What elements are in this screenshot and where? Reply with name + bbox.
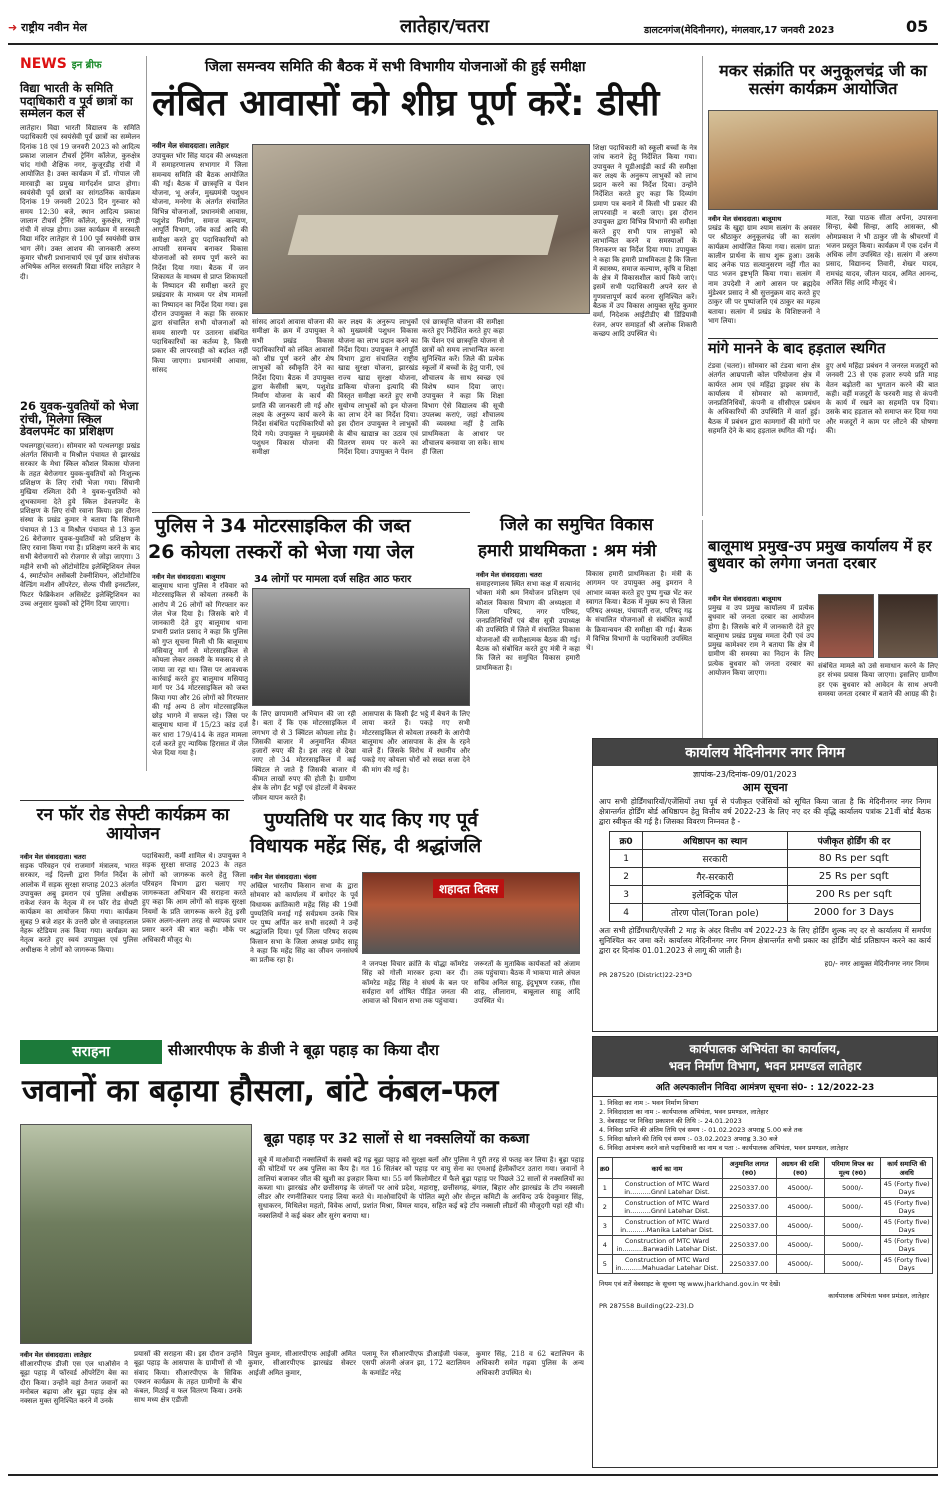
news-brief-label [20,56,140,78]
police-col-2: के लिए छापामारी अभियान की जा रही है। बता दें कि एक मोटरसाइकिल में लगभग दो से 3 क्विंटल कोयला लोड है। जिसकी बाजार में अनुमानित कीमत हजारों रुपए की है। इस तरह से देखा जाए तो 34 मोटरसाइकिल में कई क्विंटल ले जाते हैं जिसकी बाजार में कीमत लाखों रुपए की होती है। ग्रामीण क्षेत्र के लोग ईंट भट्ठों एवं होटलों में बेचकर जीवन यापन करते हैं। [252,710,356,802]
tender-meta: 6. निविदा आमंत्रण करने वाले पदाधिकारी का नाम व पता :- कार्यपालक अभियंता, भवन प्रमण्डल, लातेहार [599,1144,848,1152]
brief-body-2: पथलगड्डा(चतरा)। सोमवार को पत्थलगड्डा प्रखंड अंतर्गत सिंघानी व मिश्रौल पंचायत से झारखंड सरकार के मेधा स्किल कौशल विकास योजना के तहत बेरोजगार युवक-युवतियों को निःशुल्क प्रशिक्षण के लिए रांची भेजा गया। सिंघानी मुखिया रश्मिता देवी ने युवक-युवतियों को शुभकामना देते हुये स्किल डेवलपमेंट के प्रशिक्षण के लिए रांची रवाना किया। इस दौरान संस्था के प्रखंड कुमार ने बताया कि सिंघानी पंचायत से 13 व मिश्रौल पंचायत से 13 कुल 26 बेरोजगार युवक-युवतियों को प्रशिक्षण के लिए रवाना किया गया है। प्रशिक्षण करने के बाद सभी बेरोजगारों को रोजगार से जोड़ा जाएगा। 3 महीने सभी को ऑटोमोटिव इलेक्ट्रिशियन लेवल 4, स्मार्टफोन असेंबली टेक्नीशियन, ऑटोमोटिव वेल्डिंग मशीन ऑपरेटर, सेल्फ पीसी इनस्टॉलर, फिटर फेब्रिकेशन असिस्टेंट इलेक्ट्रिशियन का उच्च अनुसार युवकों को ट्रेनिंग दिया जाएगा। [20,441,140,608]
table-cell: 5000/- [824,1179,881,1198]
brief-label: इन ब्रीफ [71,60,102,71]
table-cell: 3 [610,886,643,904]
table-cell: 2250337.00 [722,1217,776,1236]
hoarding-rate-table [609,831,921,922]
dateline: डालटनगंज(मेदिनीनगर), मंगलवार,17 जनवरी 2023 [644,25,835,36]
news-label: NEWS [20,56,67,72]
table-header: परिमाण विपत्र का मूल्य (रु0) [824,1158,881,1179]
news-brief-column [20,56,140,771]
crpf-dateline: नवीन मेल संवाददाता। लातेहार [20,1351,92,1359]
lead-col-4: एवं छात्रवृत्ति योजना की समीक्षा करते हुए निर्देशित करते हुए कहा कि पेंशन एवं छात्रवृत्ति योजना से छात्रों को समय लाभान्वित करना सुनिश्चित करें। जिले की प्रत्येक स्कूलों में बच्चों के हेतु पानी, एवं शौचालय के साथ स्वच्छ एवं विशेष ध्यान दिया जाए। उपायुक्त ने कहा कि शिक्षा विभाग ऐसे विद्यालय की सूची उपलब्ध कराएं, जहां शौचालय की व्यवस्था नहीं है ताकि प्राथमिकता के आधार पर शौचालय बनवाया जा सके। साथ ही जिला [422,318,504,457]
bottom-rule [8,1474,938,1476]
anniv-headline-2: विधायक महेंद्र सिंह, दी श्रद्धांजलि [250,835,482,857]
brief-headline-1: विद्या भारती के समिति पदाधिकारी व पूर्व छात्रों का सम्मेलन कल से [20,81,133,121]
crpf-headline: जवानों का बढ़ाया हौसला, बांटे कंबल-फल [22,1073,499,1109]
tender-meta: 3. वेबसाइट पर निविदा प्रकाशन की तिथि :- 24.01.2023 [599,1117,742,1125]
crpf-col-5: कुमार सिंह, 218 व 62 बटालियन के अधिकारी समेत गढ़वा पुलिस के अन्य अधिकारी उपस्थित थे। [476,1350,584,1377]
tender-footer: नियम एवं शर्तें वेबसाइट के सूचना पट्ट www.jharkhand.gov.in पर देखें। [599,1280,781,1288]
tender-meta: 2. निविदादाता का नाम :- कार्यपालक अभियंता, भवन प्रमण्डल, लातेहार [599,1108,769,1116]
anniv-banner: शहादत दिवस [433,879,504,898]
notice-pr-number: PR 287520 (District)22-23*D [599,971,692,979]
table-cell: 45 (Forty five) Days [881,1198,933,1217]
strike-col-2: हुए अर्थ महिंद्रा प्रबंधन ने जनरल मजदूरों को जनवरी 23 से एक हजार रुपये प्रति माह वेतन बढ़ोतरी का भुगतान करने की बात कही। वहीं मजदूरों के फरवरी माह से कंपनी के कार्य में रखने का सहमति पत्र दिया। उसके बाद हड़ताल को समाप्त कर दिया गया और मजदूरों ने काम पर लौटने की घोषणा की। [826,362,938,436]
minister-col-1: समाहरणालय स्थित सभा कक्ष में सत्यानंद भोक्ता मंत्री श्रम नियोजन प्रशिक्षण एवं कौशल विकास विभाग की अध्यक्षता में जिला परिषद, नगर परिषद, जनप्रतिनिधियों एवं बीस सूत्री उपाध्यक्ष की उपस्थिति में जिले में संचालित विकास योजनाओं की समीक्षात्मक बैठक की गई। बैठक को संबोधित करते हुए मंत्री ने कहा कि जिले का समुचित विकास हमारी प्राथमिकता है। [476,580,580,672]
tender-office-line-2: भवन निर्माण विभाग, भवन प्रमण्डल लातेहार [668,1059,862,1073]
table-cell: 4 [598,1236,613,1255]
lead-col-3: कर लक्ष्य के अनुरूप लाभुकों को मुख्यमंत्री पशुधन विकास योजना का लाभ प्रदान करने का निर्देश दिया। उपायुक्त ने आपूर्ति विभाग द्वारा संचालित राष्ट्रीय खाद्य सुरक्षा योजना, झारखंड राज्य खाद्य सुरक्षा योजना, डाकिया योजना इत्यादि की विस्तृत समीक्षा करते हुए सभी सुयोग्य लाभुकों को इन योजना का लाभ देने का निर्देश दिया। इस दौरान उपायुक्त ने लाभुकों के बीच खाद्यान्न का उठाव एवं वितरण समय पर करने का निर्देश दिया। उपायुक्त ने पेंशन [338,318,418,457]
page-number: 05 [906,17,929,36]
tender-meta: 4. निविदा प्राप्ति की अंतिम तिथि एवं समय :- 01.02.2023 अपराह्न 5.00 बजे तक [599,1126,803,1134]
anniv-col-3: जरूरतों के मुताबिक कार्यकर्ता को अंजाम तक पहुंचाया। बैठक में भाकपा माले अंचल सचिव अनिल साहू, इंदुभूषण रजक, ग़ौस शाह, लीलाराम, बाबूलाल साहू आदि उपस्थित थे। [474,960,580,1006]
notice-ref: ज्ञापांक-23/दिनांक-09/01/2023 [693,770,797,779]
lead-photo [252,144,590,314]
police-headline-1: पुलिस ने 34 मोटरसाइकिल की जब्त [155,515,411,537]
notice-signature: ह0/- नगर आयुक्त मेदिनीनगर नगर निगम [824,960,929,968]
notice-office-title: कार्यालय मेदिनीनगर नगर निगम [593,739,937,766]
tender-meta: 1. निविदा का नाम :- भवन निर्माण विभाग [599,1099,699,1107]
section-rule [20,800,244,801]
lead-dateline: नवीन मेल संवाददाता। लातेहार [152,142,229,150]
crpf-col-3: विपुल कुमार, सीआरपीएफ आईजी अमित कुमार, सीआरपीएफ झारखंड सेक्टर आईजी अमित कुमार, [248,1350,356,1377]
table-cell: 2250337.00 [722,1236,776,1255]
table-cell: 45000/- [776,1198,824,1217]
table-row [610,886,921,904]
notice-footer: अतः सभी होर्डिंगधारी/एजेंसी 2 माह के अंदर वित्तीय वर्ष 2022-23 के लिए होर्डिंग शुल्क नए दर से कार्यालय में समर्पण सुनिश्चित कर जमा करें। कार्यालय मेदिनीनगर नगर निगम क्षेत्रान्तर्गत सभी प्रकार का होर्डिंग बोर्ड प्रतिष्ठापन करने का कार्य द्वारा दर दिनांक 01.01.2023 से लागू की जाती है। [599,926,931,955]
police-photo [252,588,470,706]
table-row [598,1217,933,1236]
balumath-dateline: नवीन मेल संवाददाता। बालूमाथ [708,595,782,603]
strike-headline: मांगे मानने के बाद हड़ताल स्थगित [708,341,886,357]
table-cell: 5 [598,1255,613,1274]
lead-headline: लंबित आवासों को शीघ्र पूर्ण करें: डीसी [152,83,660,124]
table-header: क्र0 [598,1158,613,1179]
masthead-rule [8,43,938,45]
tender-table [597,1157,933,1274]
table-header: क्र0 [610,832,643,850]
tender-meta: 5. निविदा खोलने की तिथि एवं समय :- 03.02.2023 अपराह्न 3.30 बजे [599,1135,778,1143]
crpf-subhead: बूढ़ा पहाड़ पर 32 सालों से था नक्सलियों का कब्जा [264,1131,530,1147]
anniv-col-2: ने जनपक्ष विचार क्रांति के योद्धा कॉमरेड सिंह को गोली मारकर हत्या कर दी। कॉमरेड महेंद्र सिंह ने संघर्ष के बल पर सर्वहारा वर्ग शोषित पीड़ित जनता की आवाज को विधान सभा तक पहुंचाया। [362,960,468,1006]
table-cell: 2000 for 3 Days [787,904,920,922]
police-col-1: बालूमाथ थाना पुलिस ने रविवार को मोटरसाइकिल से कोयला तस्करी के आरोप में 26 लोगों को गिरफ्तार कर जेल भेज दिया है। जिसके बारे में जानकारी देते हुए बालूमाथ थाना प्रभारी प्रशांत प्रसाद ने कहा कि पुलिस को गुप्त सूचना मिली थी कि बालूमाथ मसियातू मार्ग से मोटरसाइकिल से कोयला लेकर तस्करी के मकसद से ले जाया जा रहा था। जिस पर आवश्यक कार्रवाई करते हुए बालूमाथ मसियातू मार्ग पर 34 मोटरसाइकिल को जब्त किया गया और 26 लोगों को गिरफ्तार की गई अन्य 8 लोग मोटरसाइकिल छोड़ भागने में सफल रहे। जिस पर बालूमाथ थाना में 15/23 कांड दर्ज कर धारा 179/414 के तहत मामला दर्ज करते हुए न्यायिक हिरासत में जेल भेज दिया गया है। [152,582,248,758]
tender-notice [592,1036,938,1468]
crpf-col-4: पलामू रेंज सीआरपीएफ डीआईजी पंकज, एसपी अंजनी अंजन झा, 172 बटालियन के कमांडेंट नरेंद्र [362,1350,470,1377]
crpf-col-2: प्रयासों की सराहना की। इस दौरान उन्होंने बूढ़ा पहाड़ के आसपास के ग्रामीणों से भी संवाद किया। सीआरपीएफ के सिविक एक्शन कार्यक्रम के तहत ग्रामीणों के बीच कंबल, मिठाई व फल वितरण किया। उनके साथ मध्य क्षेत्र एडीजी [134,1350,242,1405]
police-col-3: आसपास के किसी ईंट भट्ठे में बेचने के लिए लाया करते हैं। पकड़े गए सभी मोटरसाइकिल से कोयला तस्करी के आरोपी बालूमाथ और आसपास के क्षेत्र के रहने वाले हैं। जिसके विरोध में स्थानीय और पकड़े गए कोयला चोरों को सख्त सजा देने की मांग की गई है। [362,710,470,774]
table-cell: 200 Rs per sqft [787,886,920,904]
column-divider [702,520,703,750]
table-row [598,1198,933,1217]
table-cell: 5000/- [824,1198,881,1217]
makar-headline: मकर संक्रांति पर अनुकूलचंद्र जी का सत्संग कार्यक्रम आयोजित [719,61,927,98]
table-row [610,868,921,886]
road-safety-col-2: पदाधिकारी, कर्मी शामिल थे। उपायुक्त ने सड़क सुरक्षा सप्ताह 2023 के तहत लोगों को जागरूक करने हेतु जिला परिवहन विभाग द्वारा चलाए गए जागरूकता अभियान की सराहना करते हुए कहा कि आम लोगों को सड़क सुरक्षा नियमों के प्रति जागरूक करने हेतु इसी प्रकार अलग-अलग तरह से व्यापक प्रचार प्रसार करने की बात कही। मौके पर अधिकारी मौजूद थे। [142,852,246,944]
table-header: अधिष्ठापन का स्थान [643,832,788,850]
table-cell: 45000/- [776,1255,824,1274]
table-row [610,904,921,922]
lead-col-1: उपायुक्त भोर सिंह यादव की अध्यक्षता में समाहरणालय सभागार में जिला समन्वय समिति की बैठक आयोजित की गई। बैठक में छात्रवृत्ति व पेंशन योजना, भू अर्जन, मुख्यमंत्री पशुधन योजना, मनरेगा के अंतर्गत संचालित विभिन्न योजनाओं, प्रधानमंत्री आवास, पशुशेड निर्माण, समाज कल्याण, आपूर्ति विभाग, जॉब कार्ड आदि की समीक्षा करते हुए पदाधिकारियों को आपसी समन्वय बनाकर विकास योजनाओं को समय पूर्ण करने का निर्देश दिया गया। बैठक में जन शिकायत के माध्यम से प्राप्त शिकायतों के निष्पादन की समीक्षा करते हुए प्रखंडवार के माध्यम पर शेष मामलों का निष्पादन का निर्देश दिया गया। इस दौरान उपायुक्त ने कहा कि सरकार द्वारा संचालित सभी योजनाओं को समय सारणी पर उतारना संबंधित पदाधिकारियों का कर्तव्य है, किसी प्रकार की लापरवाही को बर्दाश्त नहीं किया जाएगा। प्रधानमंत्री आवास, सांसद [152,152,248,374]
table-cell: 25 Rs per sqft [787,868,920,886]
strike-col-1: टंडवा (चतरा)। सोमवार को टंडवा थाना क्षेत्र अंतर्गत आम्रपाली कोल परियोजना क्षेत्र में कार्यरत आम एवं महिंद्रा ड्राइवर संघ के कार्यालय में सोमवार को कामगारों, जनप्रतिनिधियों, कंपनी व सीसीएल प्रबंधन के अधिकारियों की उपस्थिति में वार्ता हुई। बैठक में प्रबंधन द्वारा कामगारों की मांगों पर सहमति देने के बाद हड़ताल स्थगित की गई। [708,362,820,436]
table-cell: Construction of MTC Ward in..........Gnnl Latehar Dist. [612,1198,722,1217]
table-row [598,1236,933,1255]
brief-body-1: लातेहार। विद्या भारती विद्यालय के समिति पदाधिकारी एवं स्वयंसेवी पूर्व छात्रों का सम्मेलन दिनांक 18 एवं 19 जनवरी 2023 को आदित्य प्रकाश जालान टीचर्स ट्रेनिंग कॉलेज, कुरुक्षेत्र चांद गांधी शैक्षिक नगर, कुजूरडीह रांची में आयोजित है। उक्त कार्यक्रम में डॉ. गोपाल जी मारवाड़ी का प्रमुख मार्गदर्शन प्राप्त होगा। स्वयंसेवी पूर्व छात्रों का सांगठनिक कार्यक्रम दिनांक 19 जनवरी 2023 दिन गुरुवार को समय 12:30 बजे, स्थान आदित्य प्रकाश जालान टीचर्स ट्रेनिंग कॉलेज, कुरुक्षेत्र, नगड़ी रांची में संपन्न होगा। उक्त कार्यक्रम में सरस्वती विद्या मंदिर लातेहार से 100 पूर्व स्वयंसेवी छात्र भाग लेंगे। उक्त आशय की जानकारी अरुण कुमार चौधरी प्रधानाचार्य एवं पूर्व छात्र संयोजक अभिषेक अनिल सरस्वती विद्या मंदिर लातेहार ने दी। [20,123,140,281]
table-cell: इलेक्ट्रिक पोल [643,886,788,904]
bird-icon: ➜ [8,21,18,34]
masthead [8,10,938,46]
table-cell: सरकारी [643,850,788,868]
brief-headline-2: 26 युवक-युवतियों को भेजा रांची, मिलेगा स्किल डेवलपमेंट का प्रशिक्षण [20,398,139,439]
crpf-col-1: सीआरपीएफ डीजी एस एल थाओसेन ने बूढ़ा पहाड़ में फॉरवर्ड ऑपरेटिंग बेस का दौरा किया। उन्होंने वहां तैनात जवानों का मनोबल बढ़ाया और बूढ़ा पहाड़ क्षेत्र को नक्सल मुक्त सुनिश्चित करने में उनके [20,1360,128,1406]
anniv-dateline: नवीन मेल संवाददाता। चंदवा [250,873,317,881]
tender-title: अति अल्पकालीन निविदा आमंत्रण सूचना सं0- : 12/2022-23 [593,1077,937,1097]
crpf-tag: सराहना [20,1040,162,1064]
section-rule [708,338,938,339]
table-cell: Construction of MTC Ward in..........Gnnl Latehar Dist. [612,1179,722,1198]
table-cell: Construction of MTC Ward in..........Mahuadar Latehar Dist. [612,1255,722,1274]
makar-dateline: नवीन मेल संवाददाता। बालूमाथ [708,215,782,223]
road-safety-headline: रन फॉर रोड सेफ्टी कार्यक्रम का आयोजन [36,805,230,844]
lead-col-2: सांसद आदर्श आवास योजना की समीक्षा के क्रम में उपायुक्त ने सभी प्रखंड विकास पदाधिकारियों को लंबित आवासों को शीघ्र पूर्ण करने और शेष लाभुकों को स्वीकृति देने का निर्देश दिया। बैठक में उपायुक्त द्वारा केसीसी ऋण, पशुशेड निर्माण योजना के कार्य की प्रगति की जानकारी ली गई और लक्ष्य के अनुरूप कार्य करने के निर्देश संबंधित पदाधिकारियों को दिये गये। उपायुक्त ने मुख्यमंत्री पशुधन विकास योजना की समीक्षा [252,318,334,457]
lead-kicker: जिला समन्वय समिति की बैठक में सभी विभागीय योजनाओं की हुई समीक्षा [205,59,586,75]
column-divider [702,56,703,516]
tender-office-line-1: कार्यपालक अभियंता का कार्यालय, [689,1042,841,1056]
table-cell: 2 [598,1198,613,1217]
police-dateline: नवीन मेल संवाददाता। बालूमाथ [152,573,226,581]
crpf-kicker: सीआरपीएफ के डीजी ने बूढ़ा पहाड़ का किया दौरा [168,1041,439,1059]
table-cell: 2250337.00 [722,1198,776,1217]
table-cell: 45000/- [776,1236,824,1255]
table-row [598,1179,933,1198]
table-header: कार्य का नाम [612,1158,722,1179]
minister-headline-2: हमारी प्राथमिकता : श्रम मंत्री [478,541,657,561]
table-row [610,850,921,868]
table-cell: 45 (Forty five) Days [881,1236,933,1255]
up-pramukh-photo [878,594,938,658]
hoarding-notice [592,738,938,1032]
anniv-col-1: अखिल भारतीय किसान सभा के द्वारा सोमवार को कार्यालय में बगोदर के पूर्व विधायक क्रांतिकारी महेंद्र सिंह की 19वीं पुण्यतिथि मनाई गई सर्वप्रथम उनके चित्र पर पुष्प अर्पित कर सभी सदस्यों ने उन्हें श्रद्धांजलि दिया। पूर्व जिला परिषद सदस्य किसान सभा के जिला अध्यक्ष प्रमोद साहू ने कहा कि महेंद्र सिंह का जीवन जनसंघर्ष का प्रतीक रहा है। [250,882,358,965]
table-cell: 45 (Forty five) Days [881,1255,933,1274]
table-cell: 1 [610,850,643,868]
table-cell: 80 Rs per sqft [787,850,920,868]
balumath-col-2: संबंधित मामले को उसे समाधान करने के लिए हर संभव प्रयास किया जाएगा। इसलिए ग्रामीण हर एक बुधवार को आवेदन के साथ अपनी समस्या जनता दरबार में बताने की आग्रह की है। [818,662,938,698]
paper-logo [8,20,87,35]
table-cell: 3 [598,1217,613,1236]
table-cell: 5000/- [824,1255,881,1274]
table-header: अग्रधन की राशि (रु0) [776,1158,824,1179]
crpf-photo [20,1124,252,1344]
minister-dateline: नवीन मेल संवाददाता। चतरा [476,571,542,579]
paper-name: राष्ट्रीय नवीन मेल [21,21,87,34]
section-rule [152,512,470,513]
notice-title: आम सूचना [742,781,788,794]
table-cell: 2250337.00 [722,1255,776,1274]
table-cell: 45 (Forty five) Days [881,1217,933,1236]
section-title: लातेहार/चतरा [400,16,489,37]
lead-col-5: शिक्षा पदाधिकारी को स्कूली बच्चों के नेत्र जांच कराने हेतु निर्देशित किया गया। उपायुक्त ने यूडीआईडी कार्ड की समीक्षा कर लक्ष्य के अनुरूप लाभुकों को लाभ प्रदान करने का निर्देश दिया। उन्होंने निर्देशित करते हुए कहा कि दिव्यांग प्रमाण पत्र बनाने में किसी भी प्रकार की लापरवाही न बरती जाए। इस दौरान उपायुक्त द्वारा विभिन्न विभागों की समीक्षा करते हुए सभी पात्र लाभुकों को लाभान्वित करने व समस्याओं के निराकरण का निर्देश दिया गया। उपायुक्त ने कहा कि हमारी प्राथमिकता है कि जिला में स्वास्थ्य, समाज कल्याण, कृषि व शिक्षा के क्षेत्र में विकासशील कार्य किये जाएं। इसमें सभी पदाधिकारी अपने स्तर से गुणवत्तापूर्ण कार्य करना सुनिश्चित करें। बैठक में उप विकास आयुक्त सुरेंद्र कुमार वर्मा, निदेशक आईटीडीए बी डिंडियावी रंजन, अपर समाहर्ता श्री अलोक शिकारी कच्छप आदि उपस्थित थे। [593,144,697,338]
meeting-table [288,215,559,255]
police-headline-2: 26 कोयला तस्करों को भेजा गया जेल [148,541,414,563]
table-row [598,1255,933,1274]
anniv-headline-1: पुण्यतिथि पर याद किए गए पूर्व [264,809,478,831]
balumath-headline: बालूमाथ प्रमुख-उप प्रमुख कार्यालय में हर बुधवार को लगेगा जनता दरबार [708,537,932,572]
crpf-main-text: सूबे में माओवादी नक्सलियों के सबसे बड़े गढ़ बूढ़ा पहाड़ को सुरक्षा बलों और पुलिस ने पूरी तरह से फतह कर लिया है। बूढ़ा पहाड़ की चोटियों पर अब पुलिस का कैंप है। गत 16 सितंबर को पहाड़ पर वायु सेना का एमआई हेलीकॉप्टर उतारा गया। जवानों ने तालियां बजाकर जीत की खुशी का इजहार किया था। 55 वर्ग किलोमीटर में फैले बूढ़ा पहाड़ पर पिछले 32 सालों से नक्सलियों का कब्जा था। झारखंड और छत्तीसगढ़ के जंगलों पर आधे प्रदेश, महाराष्ट्र, छत्तीसगढ़, बंगाल, बिहार और झारखंड के टॉप नक्सली लीडर और रणनीतिकार पनाह लिया करते थे। माओवादियों के पोलित ब्यूरो और सेन्ट्रल कमिटी के अरविन्द उर्फ देवकुमार सिंह, सुधाकरन, मिथिलेश महतो, विवेक आर्या, प्रशांत मिश्रा, विमल यादव, सहित कई बड़े टॉप नक्सली लीडरों की मौजूदगी यहां रही थी। नक्सलियों ने कई बंकर और सुरंग बनाया था। [258,1156,584,1220]
table-cell: 45000/- [776,1217,824,1236]
table-cell: Construction of MTC Ward in..........Manika Latehar Dist. [612,1217,722,1236]
table-cell: 5000/- [824,1236,881,1255]
table-header: कार्य समाप्ति की अवधि [881,1158,933,1179]
makar-col-1: प्रखंड के खुद्दा ग्राम श्याम सत्संग के अवसर पर श्रीठाकुर अनुकूलचंद्र जी का सत्संग कार्यक्रम आयोजित किया गया। सत्संग प्रातः कालीन प्रार्थना के साथ शुरू हुआ। उसके बाद अनेक पाठ सत्यानुसरण नहीं गीत का पाठ भजन इष्टभृति किया गया। सत्संग में नाम उपदेशी ने आगे आसन पर ब्रह्मदेव मुंडेश्वर प्रसाद ने श्री सुत्तनुक्रम वाद करते हुए ठाकुर जी पर पुष्पांजलि एवं ठाकुर का महत्व बताया। सत्संग में प्रखंड के विशिष्टजनों ने भाग लिया। [708,224,820,325]
road-safety-col-1: सड़क परिवहन एवं राजमार्ग मंत्रालय, भारत सरकार, नई दिल्ली द्वारा निर्गत निर्देश के आलोक में सड़क सुरक्षा सप्ताह 2023 अंतर्गत उपायुक्त अबु इमरान एवं पुलिस अधीक्षक राकेश रंजन के नेतृत्व में रन फॉर रोड सेफ्टी कार्यक्रम का आयोजन किया गया। कार्यक्रम सुबह 9 बजे शहर के उत्तरी छोर से जवाहरलाल नेहरू स्टेडियम तक किया गया। कार्यक्रम का नेतृत्व करते हुए स्वयं उपायुक्त एवं पुलिस अधीक्षक ने लोगों को जागरूक किया। [20,862,138,954]
anniv-photo [362,872,580,954]
table-header: अनुमानित लागत (रु0) [722,1158,776,1179]
table-cell: तोरण पोल(Toran pole) [643,904,788,922]
minister-headline-1: जिले का समुचित विकास [500,515,654,535]
minister-col-2: विकास हमारी प्राथमिकता है। मंत्री के आगमन पर उपायुक्त अबु इमरान ने आभार व्यक्त करते हुए पुष्प गुच्छ भेंट कर स्वागत किया। बैठक में मुख्य रूप से जिला परिषद अध्यक्ष, पंचायती राज, परिषद् गढ़ के संचालित योजनाओं से संबंधित कार्यों के क्रियान्वयन की समीक्षा की गई। बैठक में विभिन्न विभागों के पदाधिकारी उपस्थित थे। [586,570,692,653]
balumath-col-1: प्रमुख व उप प्रमुख कार्यालय में प्रत्येक बुधवार को जनता दरबार का आयोजन होगा है। जिसके बारे में जानकारी देते हुए बालूमाथ प्रखंड प्रमुख ममता देवी एवं उप प्रमुख कामेश्वर राम ने बताया कि क्षेत्र में ग्रामीण की समस्या का निदान के लिए प्रत्येक बुधवार को जनता दरबार का आयोजन किया जाएगा। [708,604,814,678]
tender-pr-number: PR 287558 Building(22-23).D [599,1302,694,1310]
tender-signature: कार्यपालक अभियंता भवन प्रमंडल, लातेहार [828,1292,929,1300]
makar-col-2: माता, रेखा पाठक सीता अर्पना, उपासना सिन्हा, बेबी सिन्हा, आदि आसक्त, श्री ओमप्रकाश ने भी ठाकुर जी के श्रीचरणों में भजन प्रस्तुत किया। कार्यक्रम में एक दर्शन में अधिक लोग उपस्थित रहे। सत्संग में अरुण प्रसाद, विद्यानन्द तिवारी, शेखर यादव, रामचंद्र यादव, जीतन यादव, अमित आनन्द, अजित सिंह आदि मौजूद थे। [826,214,938,288]
table-header: पंजीकृत होर्डिंग की दर [787,832,920,850]
table-cell: 5000/- [824,1217,881,1236]
table-cell: 2 [610,868,643,886]
table-cell: गैर-सरकारी [643,868,788,886]
table-cell: 45000/- [776,1179,824,1198]
table-cell: 4 [610,904,643,922]
table-cell: 1 [598,1179,613,1198]
notice-intro: आप सभी होर्डिंगधारियों/एजेंसियों तथा पूर्व से पंजीकृत एजेंसियों को सूचित किया जाता है कि मेदिनीनगर नगर निगम क्षेत्रान्तर्गत होर्डिंग बोर्ड अधिष्ठापन हेतु वित्तीय वर्ष 2022-23 के लिए नए दर की वृद्धि कार्यालय पत्रांक 21वीं बोर्ड बैठक द्वारा स्वीकृत की गई है। जिसका विवरण निम्नवत है - [599,797,931,826]
police-photo-caption: 34 लोगों पर मामला दर्ज सहित आठ फरार [254,574,412,585]
makar-photo [708,110,938,210]
table-cell: Construction of MTC Ward in..........Barwadih Latehar Dist. [612,1236,722,1255]
table-cell: 2250337.00 [722,1179,776,1198]
table-cell: 45 (Forty five) Days [881,1179,933,1198]
road-safety-dateline: नवीन मेल संवाददाता। चतरा [20,853,86,861]
column-divider [146,56,147,771]
pramukh-photo [818,594,874,658]
